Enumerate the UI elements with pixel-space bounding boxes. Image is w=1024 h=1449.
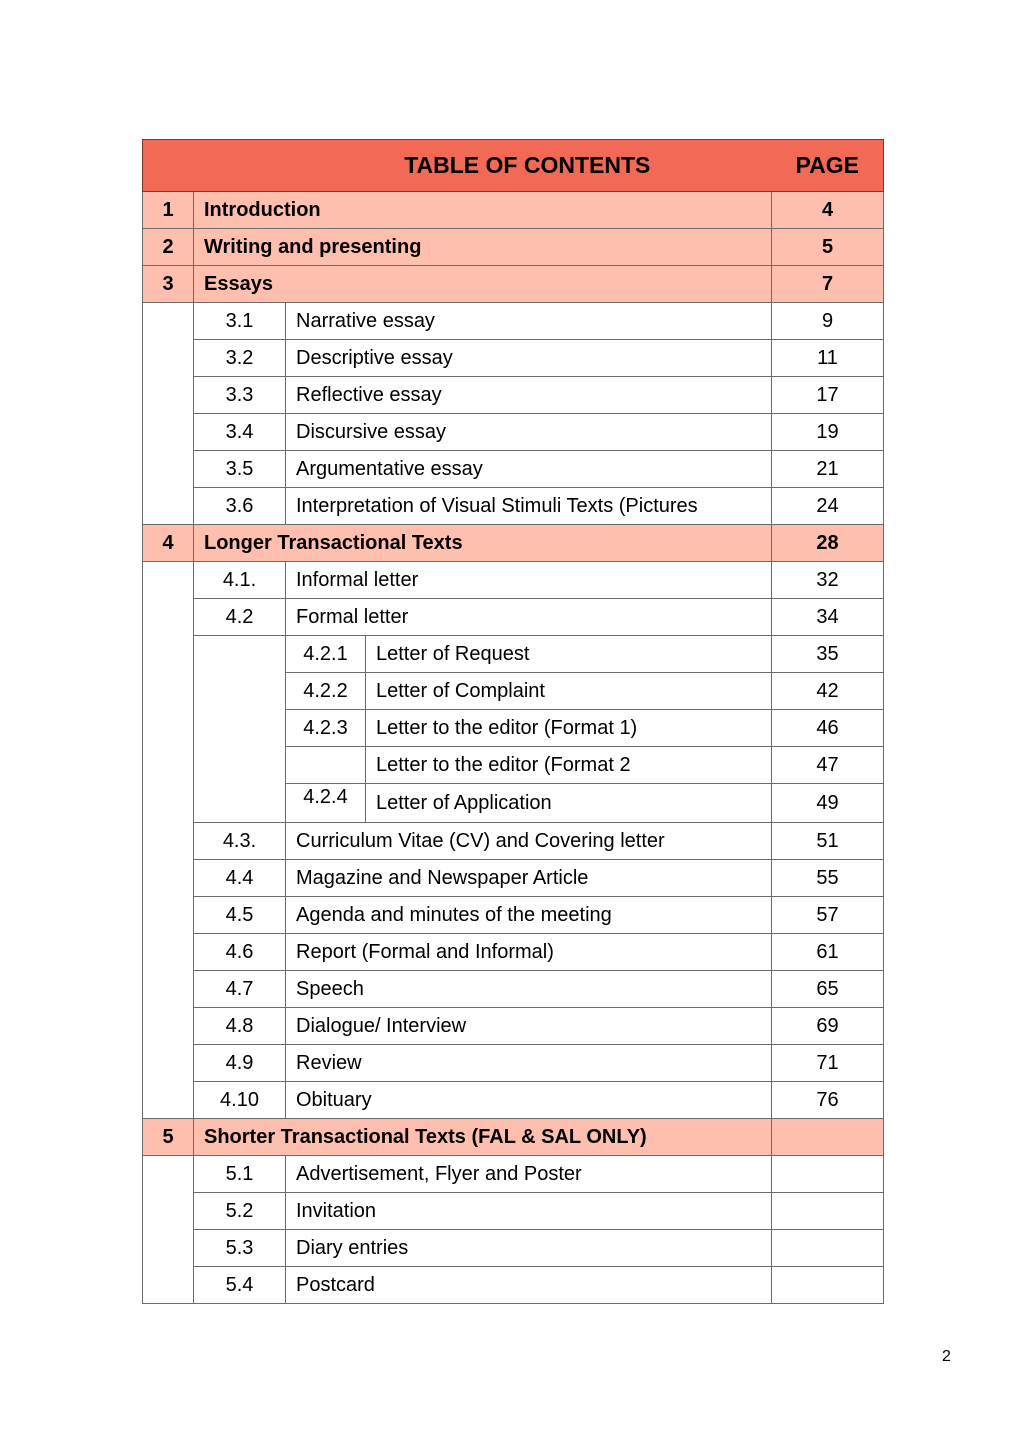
entry-title: Discursive essay — [286, 414, 772, 451]
entry-number: 3.2 — [194, 340, 286, 377]
entry-number: 5.4 — [194, 1267, 286, 1304]
entry-number: 3.1 — [194, 303, 286, 340]
indent-spacer — [194, 636, 286, 823]
entry-title: Invitation — [286, 1193, 772, 1230]
indent-spacer — [143, 562, 194, 1119]
entry-row[interactable] — [143, 1156, 884, 1193]
section-title: Longer Transactional Texts — [194, 525, 772, 562]
subentry-number — [286, 747, 366, 784]
subentry-title: Letter to the editor (Format 2 — [366, 747, 772, 784]
entry-number: 5.1 — [194, 1156, 286, 1193]
entry-row[interactable] — [143, 1230, 884, 1267]
entry-title: Curriculum Vitae (CV) and Covering letter — [286, 823, 772, 860]
entry-row[interactable] — [143, 1082, 884, 1119]
entry-row[interactable] — [143, 340, 884, 377]
entry-title: Informal letter — [286, 562, 772, 599]
section-row[interactable] — [143, 1119, 884, 1156]
entry-page: 55 — [772, 860, 884, 897]
entry-title: Magazine and Newspaper Article — [286, 860, 772, 897]
entry-row[interactable] — [143, 414, 884, 451]
subentry-page: 46 — [772, 710, 884, 747]
subentry-row[interactable] — [143, 636, 884, 673]
section-row[interactable] — [143, 229, 884, 266]
section-title: Introduction — [194, 192, 772, 229]
entry-row[interactable] — [143, 823, 884, 860]
entry-page: 17 — [772, 377, 884, 414]
entry-number: 4.4 — [194, 860, 286, 897]
section-row[interactable] — [143, 525, 884, 562]
entry-number: 4.1. — [194, 562, 286, 599]
entry-page — [772, 1156, 884, 1193]
subentry-page: 47 — [772, 747, 884, 784]
entry-title: Advertisement, Flyer and Poster — [286, 1156, 772, 1193]
entry-number: 5.2 — [194, 1193, 286, 1230]
entry-page: 71 — [772, 1045, 884, 1082]
section-page — [772, 1119, 884, 1156]
entry-page: 69 — [772, 1008, 884, 1045]
section-page: 5 — [772, 229, 884, 266]
section-row[interactable] — [143, 266, 884, 303]
entry-page: 9 — [772, 303, 884, 340]
section-number: 4 — [143, 525, 194, 562]
entry-number: 4.10 — [194, 1082, 286, 1119]
subentry-number: 4.2.2 — [286, 673, 366, 710]
entry-row[interactable] — [143, 1193, 884, 1230]
entry-row[interactable] — [143, 451, 884, 488]
page-number: 2 — [942, 1348, 951, 1365]
entry-number: 5.3 — [194, 1230, 286, 1267]
section-number: 5 — [143, 1119, 194, 1156]
toc-page-heading: PAGE — [772, 140, 884, 192]
subentry-title: Letter of Complaint — [366, 673, 772, 710]
subentry-page: 35 — [772, 636, 884, 673]
subentry-title: Letter of Application — [366, 784, 772, 823]
entry-title: Agenda and minutes of the meeting — [286, 897, 772, 934]
entry-row[interactable] — [143, 303, 884, 340]
entry-page: 61 — [772, 934, 884, 971]
entry-title: Reflective essay — [286, 377, 772, 414]
entry-number: 4.5 — [194, 897, 286, 934]
entry-row[interactable] — [143, 599, 884, 636]
section-number: 2 — [143, 229, 194, 266]
entry-number: 4.3. — [194, 823, 286, 860]
section-page: 7 — [772, 266, 884, 303]
entry-number: 3.6 — [194, 488, 286, 525]
subentry-title: Letter of Request — [366, 636, 772, 673]
entry-title: Dialogue/ Interview — [286, 1008, 772, 1045]
entry-page: 76 — [772, 1082, 884, 1119]
entry-row[interactable] — [143, 1045, 884, 1082]
entry-title: Review — [286, 1045, 772, 1082]
entry-row[interactable] — [143, 377, 884, 414]
section-number: 1 — [143, 192, 194, 229]
entry-page: 19 — [772, 414, 884, 451]
entry-title: Diary entries — [286, 1230, 772, 1267]
entry-number: 3.3 — [194, 377, 286, 414]
entry-title: Formal letter — [286, 599, 772, 636]
entry-number: 4.6 — [194, 934, 286, 971]
subentry-page: 42 — [772, 673, 884, 710]
entry-title: Narrative essay — [286, 303, 772, 340]
entry-page: 51 — [772, 823, 884, 860]
subentry-number: 4.2.4 — [286, 784, 366, 823]
entry-page: 24 — [772, 488, 884, 525]
entry-page: 21 — [772, 451, 884, 488]
entry-number: 4.8 — [194, 1008, 286, 1045]
section-title: Shorter Transactional Texts (FAL & SAL ONLY) — [194, 1119, 772, 1156]
table-of-contents — [142, 139, 884, 1304]
section-title: Essays — [194, 266, 772, 303]
toc-header-row — [143, 140, 884, 192]
entry-title: Argumentative essay — [286, 451, 772, 488]
section-title: Writing and presenting — [194, 229, 772, 266]
entry-page — [772, 1230, 884, 1267]
entry-title: Interpretation of Visual Stimuli Texts (Pictures — [286, 488, 772, 525]
section-page: 4 — [772, 192, 884, 229]
entry-number: 4.2 — [194, 599, 286, 636]
entry-row[interactable] — [143, 860, 884, 897]
entry-title: Report (Formal and Informal) — [286, 934, 772, 971]
entry-row[interactable] — [143, 1267, 884, 1304]
subentry-number: 4.2.3 — [286, 710, 366, 747]
section-page: 28 — [772, 525, 884, 562]
entry-page: 32 — [772, 562, 884, 599]
entry-page: 57 — [772, 897, 884, 934]
subentry-page: 49 — [772, 784, 884, 823]
entry-page — [772, 1267, 884, 1304]
subentry-number: 4.2.1 — [286, 636, 366, 673]
entry-title: Postcard — [286, 1267, 772, 1304]
entry-title: Speech — [286, 971, 772, 1008]
entry-page — [772, 1193, 884, 1230]
indent-spacer — [143, 1156, 194, 1304]
entry-title: Descriptive essay — [286, 340, 772, 377]
section-number: 3 — [143, 266, 194, 303]
entry-page: 34 — [772, 599, 884, 636]
entry-number: 4.9 — [194, 1045, 286, 1082]
entry-title: Obituary — [286, 1082, 772, 1119]
entry-row[interactable] — [143, 488, 884, 525]
entry-row[interactable] — [143, 971, 884, 1008]
entry-row[interactable] — [143, 562, 884, 599]
subentry-title: Letter to the editor (Format 1) — [366, 710, 772, 747]
entry-page: 11 — [772, 340, 884, 377]
entry-number: 3.5 — [194, 451, 286, 488]
section-row[interactable] — [143, 192, 884, 229]
toc-title: TABLE OF CONTENTS — [143, 140, 772, 192]
indent-spacer — [143, 303, 194, 525]
entry-row[interactable] — [143, 897, 884, 934]
entry-number: 4.7 — [194, 971, 286, 1008]
entry-page: 65 — [772, 971, 884, 1008]
entry-row[interactable] — [143, 1008, 884, 1045]
entry-row[interactable] — [143, 934, 884, 971]
entry-number: 3.4 — [194, 414, 286, 451]
